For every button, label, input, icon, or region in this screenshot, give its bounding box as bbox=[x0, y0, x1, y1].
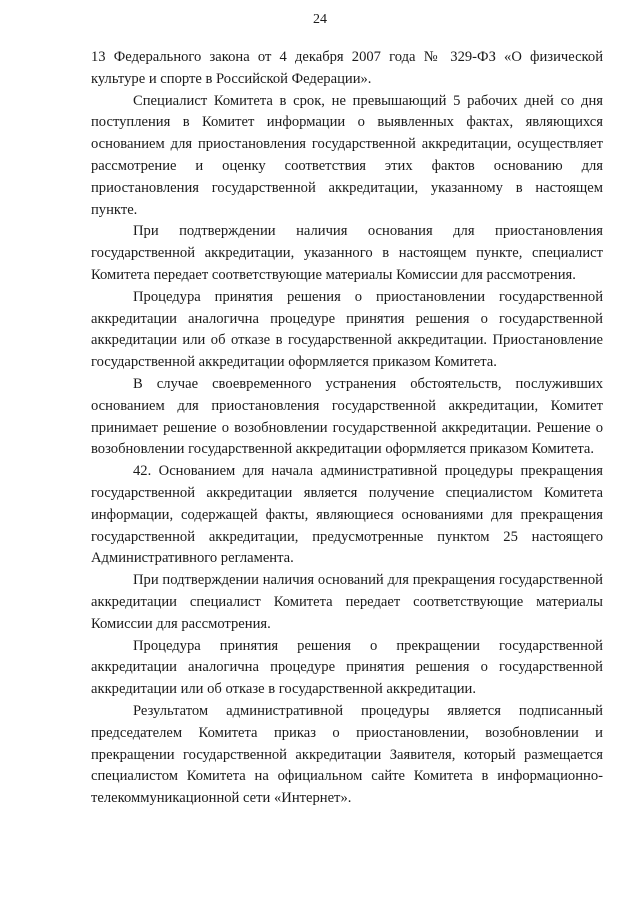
page-number: 24 bbox=[313, 12, 327, 27]
paragraph: Процедура принятия решения о прекращении государственной аккредитации аналогична процедуре принятия решения о государственной аккредитации или об отказе в государственной аккредитации. bbox=[91, 637, 603, 698]
paragraph: Процедура принятия решения о приостановлении государственной аккредитации аналогична процедуре принятия решения о государственной аккредитации или об отказе в государственной аккредитации. Приостановление государственной аккредитации оформляется приказом Комитета. bbox=[91, 288, 603, 371]
paragraph: В случае своевременного устранения обстоятельств, послуживших основанием для приостановления государственной аккредитации, Комитет принимает решение о возобновлении государственной аккредитации. Решение о возобновлении государственной аккредитации оформляется приказом Комитета. bbox=[91, 375, 603, 458]
paragraph: При подтверждении наличия оснований для прекращения государственной аккредитации специалист Комитета передает соответствующие материалы Комиссии для рассмотрения. bbox=[91, 572, 603, 632]
document-body bbox=[91, 47, 603, 810]
paragraph: При подтверждении наличия основания для приостановления государственной аккредитации, указанного в настоящем пункте, специалист Комитета передает соответствующие материалы Комиссии для рассмотрения. bbox=[91, 223, 603, 283]
paragraph-continuation: 13 Федерального закона от 4 декабря 2007 года № 329-ФЗ «О физической культуре и спорте в Российской Федерации». bbox=[91, 49, 603, 87]
paragraph-clause-42: 42. Основанием для начала административной процедуры прекращения государственной аккредитации является получение специалистом Комитета информации, содержащей факты, являющиеся основаниями для прекращения государственной аккредитации, предусмотренные пунктом 25 настоящего Административного регламента. bbox=[91, 463, 603, 567]
paragraph: Результатом административной процедуры является подписанный председателем Комитета приказ о приостановлении, возобновлении и прекращении государственной аккредитации Заявителя, который размещается специалистом Комитета на официальном сайте Комитета в информационно-телекоммуникационной сети «Интернет». bbox=[91, 702, 603, 807]
paragraph: Специалист Комитета в срок, не превышающий 5 рабочих дней со дня поступления в Комитет информации о выявленных фактах, являющихся основанием для приостановления государственной аккредитации, осуществляет рассмотрение и оценку соответствия этих фактов основанию для приостановления государственной аккредитации, указанному в настоящем пункте. bbox=[91, 92, 603, 218]
